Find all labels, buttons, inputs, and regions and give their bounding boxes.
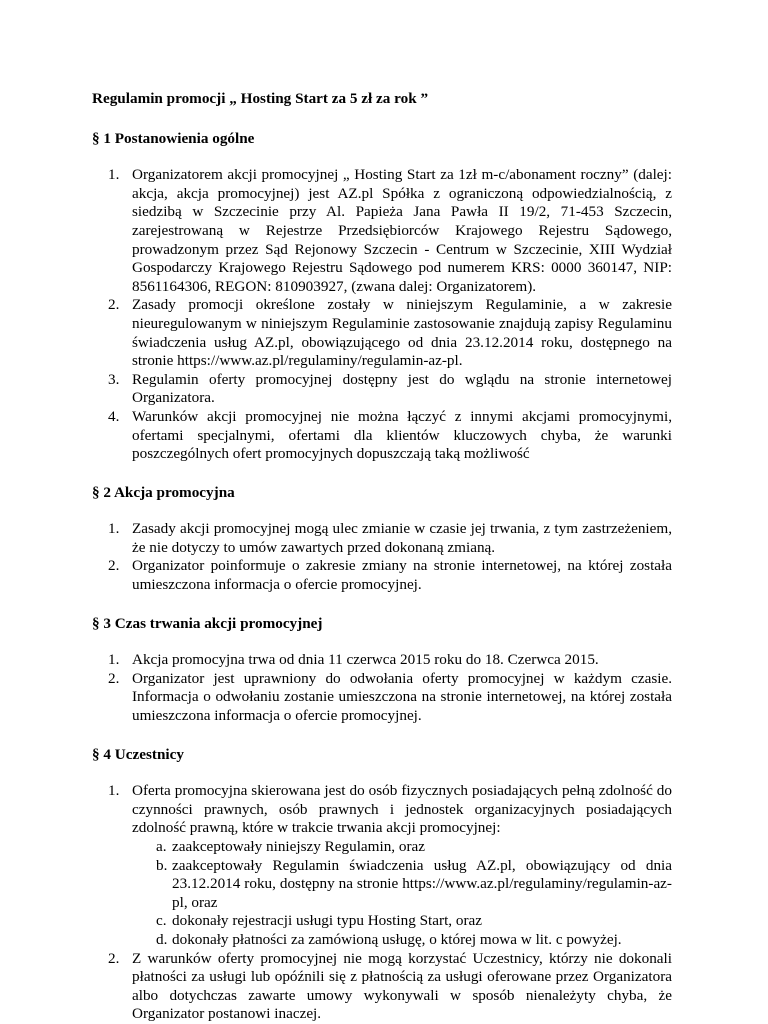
clause-item [108,557,672,594]
clause-text: Z warunków oferty promocyjnej nie mogą korzystać Uczestnicy, którzy nie dokonali płatności za usługi lub opóźnili się z płatnością za usługi oferowane przez Organizatora albo dotychczas zawarte umowy wykonywali w sposób nienależyty chyba, że Organizator postanowi inaczej. [132,949,672,1023]
clause-item [108,651,672,670]
subclause-text: zaakceptowały Regulamin świadczenia usług AZ.pl, obowiązujący od dnia 23.12.2014 roku, dostępny na stronie https://www.az.pl/regulaminy/regulamin-az-pl, oraz [172,856,672,911]
clause-item [108,949,672,1024]
subclause-item [156,912,672,931]
section-heading: § 1 Postanowienia ogólne [92,129,255,147]
clause-number: 1. [108,782,120,800]
section-heading: § 2 Akcja promocyjna [92,483,235,501]
section-akcja-promocyjna [92,484,672,595]
clause-text: Akcja promocyjna trwa od dnia 11 czerwca 2015 roku do 18. Czerwca 2015. [132,651,599,669]
clause-item [108,520,672,557]
clause-text: Zasady akcji promocyjnej mogą ulec zmianie w czasie jej trwania, z tym zastrzeżeniem, że nie dotyczy to umów zawartych przed dokonaną zmianą. [132,520,672,556]
clause-item [108,407,672,464]
clause-list [92,520,672,594]
clause-text: Oferta promocyjna skierowana jest do osób fizycznych posiadających pełną zdolność do czynności prawnych, osób prawnych i jednostek organizacyjnych posiadających zdolność prawną, które w trakcie trwania akcji promocyjnej: [132,782,672,837]
clause-item [108,669,672,726]
clause-item [108,782,672,949]
section-czas-trwania [92,615,672,726]
subclause-text: zaakceptowały niniejszy Regulamin, oraz [172,838,426,855]
subclause-text: dokonały rejestracji usługi typu Hosting Start, oraz [172,912,483,930]
clause-number: 1. [108,651,120,669]
clause-number: 4. [108,407,120,425]
clause-number: 1. [108,166,120,184]
section-heading: § 3 Czas trwania akcji promocyjnej [92,614,323,632]
clause-item [108,166,672,296]
subclause-item [156,930,672,950]
clause-item [108,296,672,370]
clause-text: Warunków akcji promocyjnej nie można łączyć z innymi akcjami promocyjnymi, ofertami specjalnymi, ofertami dla klientów kluczowych chyba, że warunki poszczególnych ofert promocyjnych dopuszczają taką możliwość [132,407,672,463]
clause-number: 2. [108,949,120,967]
clause-text: Organizator poinformuje o zakresie zmiany na stronie internetowej, na której została umieszczona informacja o ofercie promocyjnej. [132,557,672,594]
subclause-list [132,838,672,950]
clause-number: 1. [108,520,120,538]
clause-item [108,370,672,408]
clause-list [92,782,672,1024]
subclause-letter: a. [156,838,167,855]
subclause-letter: b. [156,856,168,874]
clause-number: 2. [108,296,120,314]
section-postanowienia-ogolne [92,130,672,464]
section-uczestnicy [92,746,672,1024]
subclause-item [156,838,672,857]
clause-list [92,166,672,464]
document-title: Regulamin promocji „ Hosting Start za 5 zł za rok ” [92,90,429,107]
clause-number: 3. [108,370,120,388]
subclause-letter: c. [156,912,167,930]
clause-text: Zasady promocji określone zostały w niniejszym Regulaminie, a w zakresie nieuregulowanym w niniejszym Regulaminie zastosowanie znajdują zapisy Regulaminu świadczenia usług AZ.pl, obowiązującego od dnia 23.12.2014 roku, dostępnego na stronie https://www.az.pl/regulaminy/regulamin-az-pl. [132,296,672,370]
clause-text: Regulamin oferty promocyjnej dostępny jest do wglądu na stronie internetowej Organizatora. [132,370,672,407]
clause-text: Organizator jest uprawniony do odwołania oferty promocyjnej w każdym czasie. Informacja o odwołaniu zostanie umieszczona na stronie internetowej, na której została umieszczona informacja o ofercie promocyjnej. [132,669,672,725]
clause-number: 2. [108,669,120,687]
subclause-item [156,856,672,913]
clause-list [92,651,672,725]
clause-number: 2. [108,557,120,575]
subclause-letter: d. [156,930,168,948]
clause-text: Organizatorem akcji promocyjnej „ Hosting Start za 1zł m-c/abonament roczny” (dalej: akcja, akcja promocyjnej) jest AZ.pl Spółka z ograniczoną odpowiedzialnością, z siedzibą w Szczecinie przy Al. Papieża Jana Pawła II 19/2, 71-453 Szczecin, zarejestrowaną w Rejestrze Przedsiębiorców Krajowego Rejestru Sądowego, prowadzonym przez Sąd Rejonowy Szczecin - Centrum w Szczecinie, XIII Wydział Gospodarczy Krajowego Rejestru Sądowego pod numerem KRS: 0000 360147, NIP: 8561164306, REGON: 810903927, (zwana dalej: Organizatorem). [132,166,672,295]
subclause-text: dokonały płatności za zamówioną usługę, o której mowa w lit. c powyżej. [172,930,622,948]
section-heading: § 4 Uczestnicy [92,745,184,763]
